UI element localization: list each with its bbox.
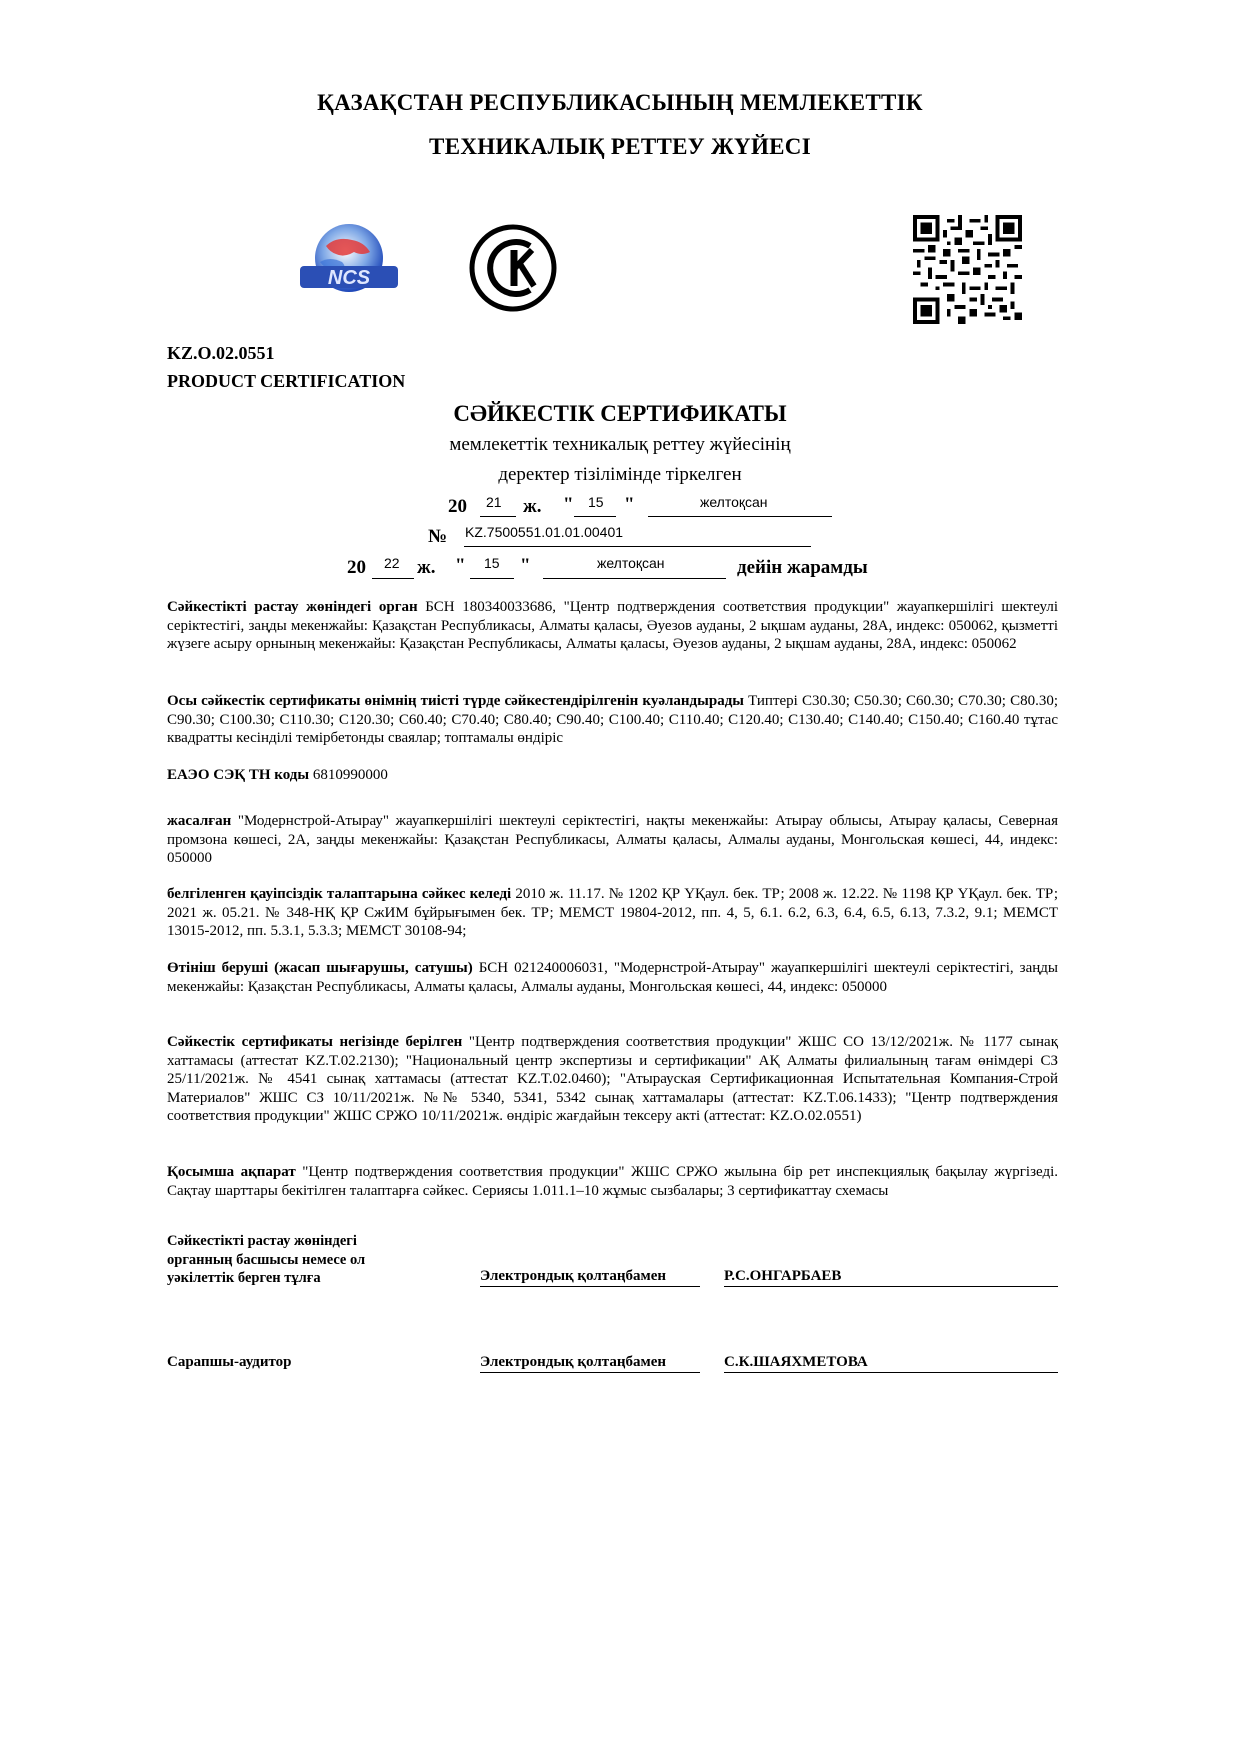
- section-label: белгіленген қауіпсіздік талаптарына сәйкес келеді: [167, 886, 512, 902]
- valid-until-label: дейін жарамды: [737, 557, 868, 578]
- reg-month: желтоқсан: [700, 494, 768, 510]
- section-text: БСН 021240006031, "Модернстрой-Атырау" жауапкершілігі шектеулі серіктестігі, заңды мекенжайы: Қазақстан Республикасы, Алматы қаласы, Алмалы ауданы, Монгольская көшесі, 44, индекс: 050000: [167, 960, 1058, 995]
- section-hs-code: [167, 766, 1058, 785]
- valid-quote-open: ": [455, 555, 466, 576]
- section-text: "Модернстрой-Атырау" жауапкершілігі шектеулі серіктестігі, нақты мекенжайы: Атырау облысы, Атырау қаласы, Северная промзона көшесі, 2А, заңды мекенжайы: Қазақстан Республикасы, Алматы қаласы, Алмалы ауданы, Монгольская көшесі, 44, индекс: 050000: [167, 813, 1058, 867]
- valid-day: 15: [484, 555, 500, 571]
- product-certification-label: PRODUCT CERTIFICATION: [167, 371, 406, 391]
- kz-conformity-mark-icon: [468, 222, 558, 314]
- subtitle-line-2: деректер тізілімінде тіркелген: [498, 464, 742, 485]
- valid-month: желтоқсан: [597, 555, 665, 571]
- qr-code-icon: [913, 215, 1022, 324]
- ncs-logo-text: NCS: [327, 267, 371, 289]
- section-product: [167, 692, 1058, 748]
- signature-method-auditor-underline: [480, 1372, 700, 1373]
- signature-role-auditor: Сарапшы-аудитор: [167, 1354, 292, 1370]
- reg-number-label: №: [428, 526, 448, 547]
- section-applicant: [167, 959, 1058, 996]
- signature-name-auditor: С.К.ШАЯХМЕТОВА: [724, 1354, 868, 1370]
- valid-year-suffix: ж.: [417, 557, 436, 578]
- signature-role-head: Сәйкестікті растау жөніндегі органның басшысы немесе ол уәкілеттік берген тұлға: [167, 1233, 366, 1286]
- reg-year-prefix: 20: [448, 496, 467, 517]
- section-label: Осы сәйкестік сертификаты өнімнің тиісті түрде сәйкестендірілгенін куәландырады: [167, 693, 744, 709]
- section-manufacturer: [167, 812, 1058, 868]
- certificate-title: СӘЙКЕСТІК СЕРТИФИКАТЫ: [453, 401, 787, 426]
- signature-name-auditor-underline: [724, 1372, 1058, 1373]
- section-certification-body: [167, 598, 1058, 654]
- section-text: 6810990000: [309, 767, 388, 783]
- reg-year-suffix: ж.: [523, 496, 542, 517]
- section-label: Өтініш беруші (жасап шығарушы, сатушы): [167, 960, 473, 976]
- certification-body-code: KZ.O.02.0551: [167, 343, 275, 363]
- section-additional-info: [167, 1163, 1058, 1200]
- signature-method-auditor: Электрондық қолтаңбамен: [480, 1354, 666, 1370]
- signature-name-head: Р.С.ОНГАРБАЕВ: [724, 1268, 842, 1284]
- reg-month-underline: [648, 516, 832, 517]
- section-label: Қосымша ақпарат: [167, 1164, 296, 1180]
- reg-year: 21: [486, 494, 502, 510]
- reg-year-underline: [480, 516, 516, 517]
- subtitle-line-1: мемлекеттік техникалық реттеу жүйесінің: [449, 434, 791, 455]
- valid-year-underline: [372, 578, 414, 579]
- section-basis: [167, 1033, 1058, 1126]
- section-label: жасалған: [167, 813, 232, 829]
- reg-quote-open: ": [563, 494, 574, 515]
- section-label: ЕАЭО СЭҚ ТН коды: [167, 767, 310, 783]
- reg-number: KZ.7500551.01.01.00401: [465, 524, 624, 540]
- reg-day: 15: [588, 494, 604, 510]
- valid-year: 22: [384, 555, 400, 571]
- header-line-2: ТЕХНИКАЛЫҚ РЕТТЕУ ЖҮЙЕСІ: [429, 134, 811, 159]
- valid-month-underline: [543, 578, 726, 579]
- section-text: "Центр подтверждения соответствия продукции" ЖШС СРЖО жылына бір рет инспекциялық бақылау жүргізеді. Сақтау шарттары бекітілген талаптарға сәйкес. Сериясы 1.011.1–10 жұмыс сызбалары; 3 сертификаттау схемасы: [167, 1164, 1059, 1199]
- section-text: "Центр подтверждения соответствия продукции" ЖШС СО 13/12/2021ж. № 1177 сынақ хаттамасы (аттестат KZ.T.02.2130); "Национальный центр экспертизы и сертификации" АҚ Алматы филиалының тағам өнімдері СЗ 25/11/2021ж. № 4541 сынақ хаттамасы (аттестат KZ.T.02.0460); "Атырауская Сертификационная Испытательная Компания-Строй Материалов" ЖШС СЗ 10/11/2021ж. №№ 5340, 5341, 5342 сынақ хаттамалары (аттестат: KZ.T.06.1433); "Центр подтверждения соответствия продукции" ЖШС СРЖО 10/11/2021ж. өндіріс жағдайын тексеру акті (аттестат: KZ.O.02.0551): [167, 1034, 1058, 1125]
- signature-name-head-underline: [724, 1286, 1058, 1287]
- section-label: Сәйкестікті растау жөніндегі орган: [167, 599, 418, 615]
- ncs-logo-icon: [296, 222, 402, 300]
- section-text: Типтері С30.30; С50.30; С60.30; С70.30; С80.30; С90.30; С100.30; С110.30; С120.30; С60.40; С70.40; С80.40; С90.40; С100.40; С110.40; С120.40; С130.40; С140.40; С150.40; С160.40 тұтас квадратты кесінділі темірбетонды сваялар; топтамалы өндіріс: [167, 693, 1058, 747]
- valid-quote-close: ": [520, 555, 531, 576]
- reg-day-underline: [574, 516, 616, 517]
- reg-number-underline: [464, 546, 811, 547]
- signature-method-head-underline: [480, 1286, 700, 1287]
- section-text: 2010 ж. 11.17. № 1202 ҚР ҮҚаул. бек. ТР; 2008 ж. 12.22. № 1198 ҚР ҮҚаул. бек. ТР; 2021 ж. 05.21. № 348-НҚ ҚР СжИМ бұйрығымен бек. ТР; МЕМСТ 19804-2012, пп. 4, 5, 6.1. 6.2, 6.3, 6.4, 6.5, 6.13, 7.3.2, 9.1; МЕМСТ 13015-2012, пп. 5.3.1, 5.3.3; МЕМСТ 30108-94;: [167, 886, 1058, 940]
- section-label: Сәйкестік сертификаты негізінде берілген: [167, 1034, 463, 1050]
- reg-quote-close: ": [624, 494, 635, 515]
- header-line-1: ҚАЗАҚСТАН РЕСПУБЛИКАСЫНЫҢ МЕМЛЕКЕТТІК: [317, 90, 923, 115]
- valid-year-prefix: 20: [347, 557, 366, 578]
- signature-method-head: Электрондық қолтаңбамен: [480, 1268, 666, 1284]
- section-requirements: [167, 885, 1058, 941]
- section-text: БСН 180340033686, "Центр подтверждения соответствия продукции" жауапкершілігі шектеулі серіктестігі, заңды мекенжайы: Қазақстан Республикасы, Алматы қаласы, Әуезов ауданы, 2 ықшам ауданы, 28А, индекс: 050062, қызметті жүзеге асыру орнының мекенжайы: Қазақстан Республикасы, Алматы қаласы, Әуезов ауданы, 2 ықшам ауданы, 28А, индекс: 050062: [167, 599, 1058, 653]
- valid-day-underline: [470, 578, 514, 579]
